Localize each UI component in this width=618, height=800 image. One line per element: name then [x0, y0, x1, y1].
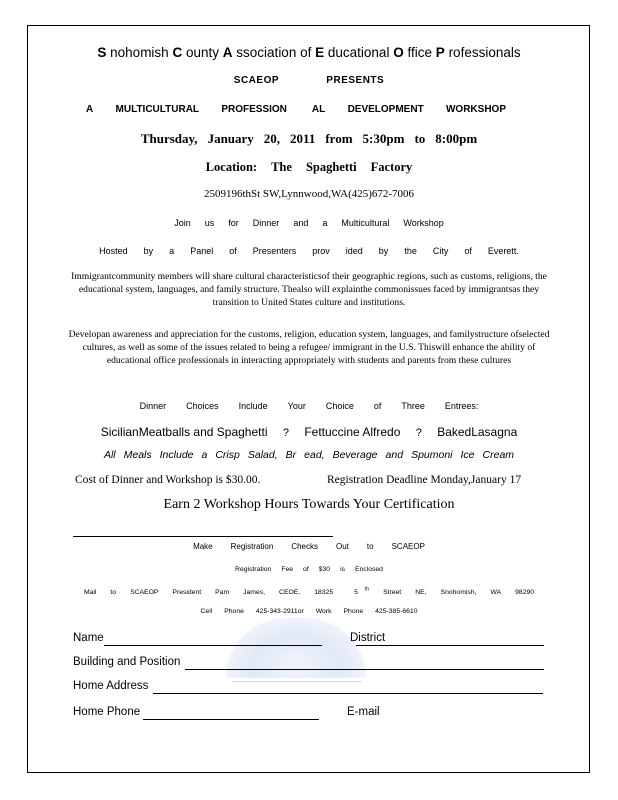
- registration-fee-line: Registration Fee of $30 is Enclosed: [235, 566, 383, 573]
- workshop-word: WORKSHOP: [445, 104, 506, 115]
- description-paragraph-1: Immigrantcommunity members will share cultural characteristicsof their geographic regions, such as customs, religions, the educational system, languages, and family structure. Thealso will explainthe commonissues faced by immigrantsas they transition to United States culture and institutions.: [71, 271, 547, 308]
- presents-word: PRESENTS: [326, 75, 385, 86]
- cut-line: [73, 536, 333, 537]
- page-title: [0, 45, 618, 60]
- event-address: 2509196thSt SW,Lynnwood,WA(425)672-7006: [203, 188, 415, 200]
- entree-separator: ?: [282, 427, 289, 439]
- workshop-word: A: [86, 104, 94, 115]
- workshop-word: PROFESSION AL: [221, 104, 326, 115]
- name-field[interactable]: [104, 645, 322, 646]
- make-checks-line: Make Registration Checks Out to SCAEOP: [193, 542, 425, 551]
- title-word-1: S nohomish: [97, 45, 169, 60]
- title-word-2: C ounty: [172, 45, 220, 60]
- entree-item: Fettuccine Alfredo: [304, 425, 401, 439]
- workshop-word: DEVELOPMENT: [347, 104, 424, 115]
- district-field[interactable]: [356, 645, 544, 646]
- event-location: Location: The Spaghetti Factory: [205, 160, 413, 174]
- event-date: Thursday, January 20, 2011 from 5:30pm to 8:00pm: [140, 131, 478, 146]
- org-name: SCAEOP: [233, 75, 280, 86]
- entree-item: BakedLasagna: [437, 425, 518, 439]
- entree-list: [0, 425, 618, 439]
- dinner-choices-heading: Dinner Choices Include Your Choice of Three Entrees:: [139, 401, 479, 411]
- join-line: Join us for Dinner and a Multicultural Workshop: [174, 218, 444, 228]
- name-label: Name: [73, 632, 104, 644]
- building-position-label: Building and Position: [73, 656, 181, 668]
- title-word-5: O ffice: [393, 45, 433, 60]
- watermark-line: [232, 681, 362, 682]
- building-position-field[interactable]: [185, 669, 544, 670]
- entree-separator: ?: [415, 427, 422, 439]
- entree-item: SicilianMeatballs and Spaghetti: [100, 425, 268, 439]
- registration-deadline: Registration Deadline Monday,January 17: [327, 474, 522, 486]
- phone-line: Cell Phone 425-343-2911or Work Phone 425-385-6610: [200, 608, 418, 615]
- home-address-field[interactable]: [153, 693, 543, 694]
- title-word-3: A ssociation of: [222, 45, 312, 60]
- cost-text: Cost of Dinner and Workshop is $30.00.: [75, 474, 261, 486]
- mail-to-line: Mail to SCAEOP President Pam James, CEOE, 18325 5 $^{th}$ Street NE, Snohomish, WA 98290: [83, 587, 535, 597]
- presents-line: [0, 75, 618, 86]
- email-label: E-mail: [347, 706, 380, 718]
- hosted-line: Hosted by a Panel of Presenters prov ided by the City of Everett.: [99, 246, 519, 256]
- workshop-heading: [86, 104, 506, 115]
- home-address-label: Home Address: [73, 680, 149, 692]
- home-phone-label: Home Phone: [73, 706, 141, 718]
- description-paragraph-2: Developan awareness and appreciation for the customs, religion, education system, languages, and familystructure ofselected cultures, as well as some of the issues related to being a refugee/ immigrant in the U.S. Thiswill enhance the ability of educational office professionals in interacting appropriately with students and parents from these cultures: [68, 329, 550, 366]
- meals-include-line: All Meals Include a Crisp Salad, Br ead, Beverage and Spumoni Ice Cream: [103, 449, 515, 461]
- district-label: District: [350, 632, 386, 644]
- workshop-word: MULTICULTURAL: [115, 104, 200, 115]
- title-word-4: E ducational: [315, 45, 390, 60]
- title-word-6: P rofessionals: [435, 45, 521, 60]
- home-phone-field[interactable]: [143, 719, 319, 720]
- earn-hours-heading: Earn 2 Workshop Hours Towards Your Certification: [163, 497, 455, 512]
